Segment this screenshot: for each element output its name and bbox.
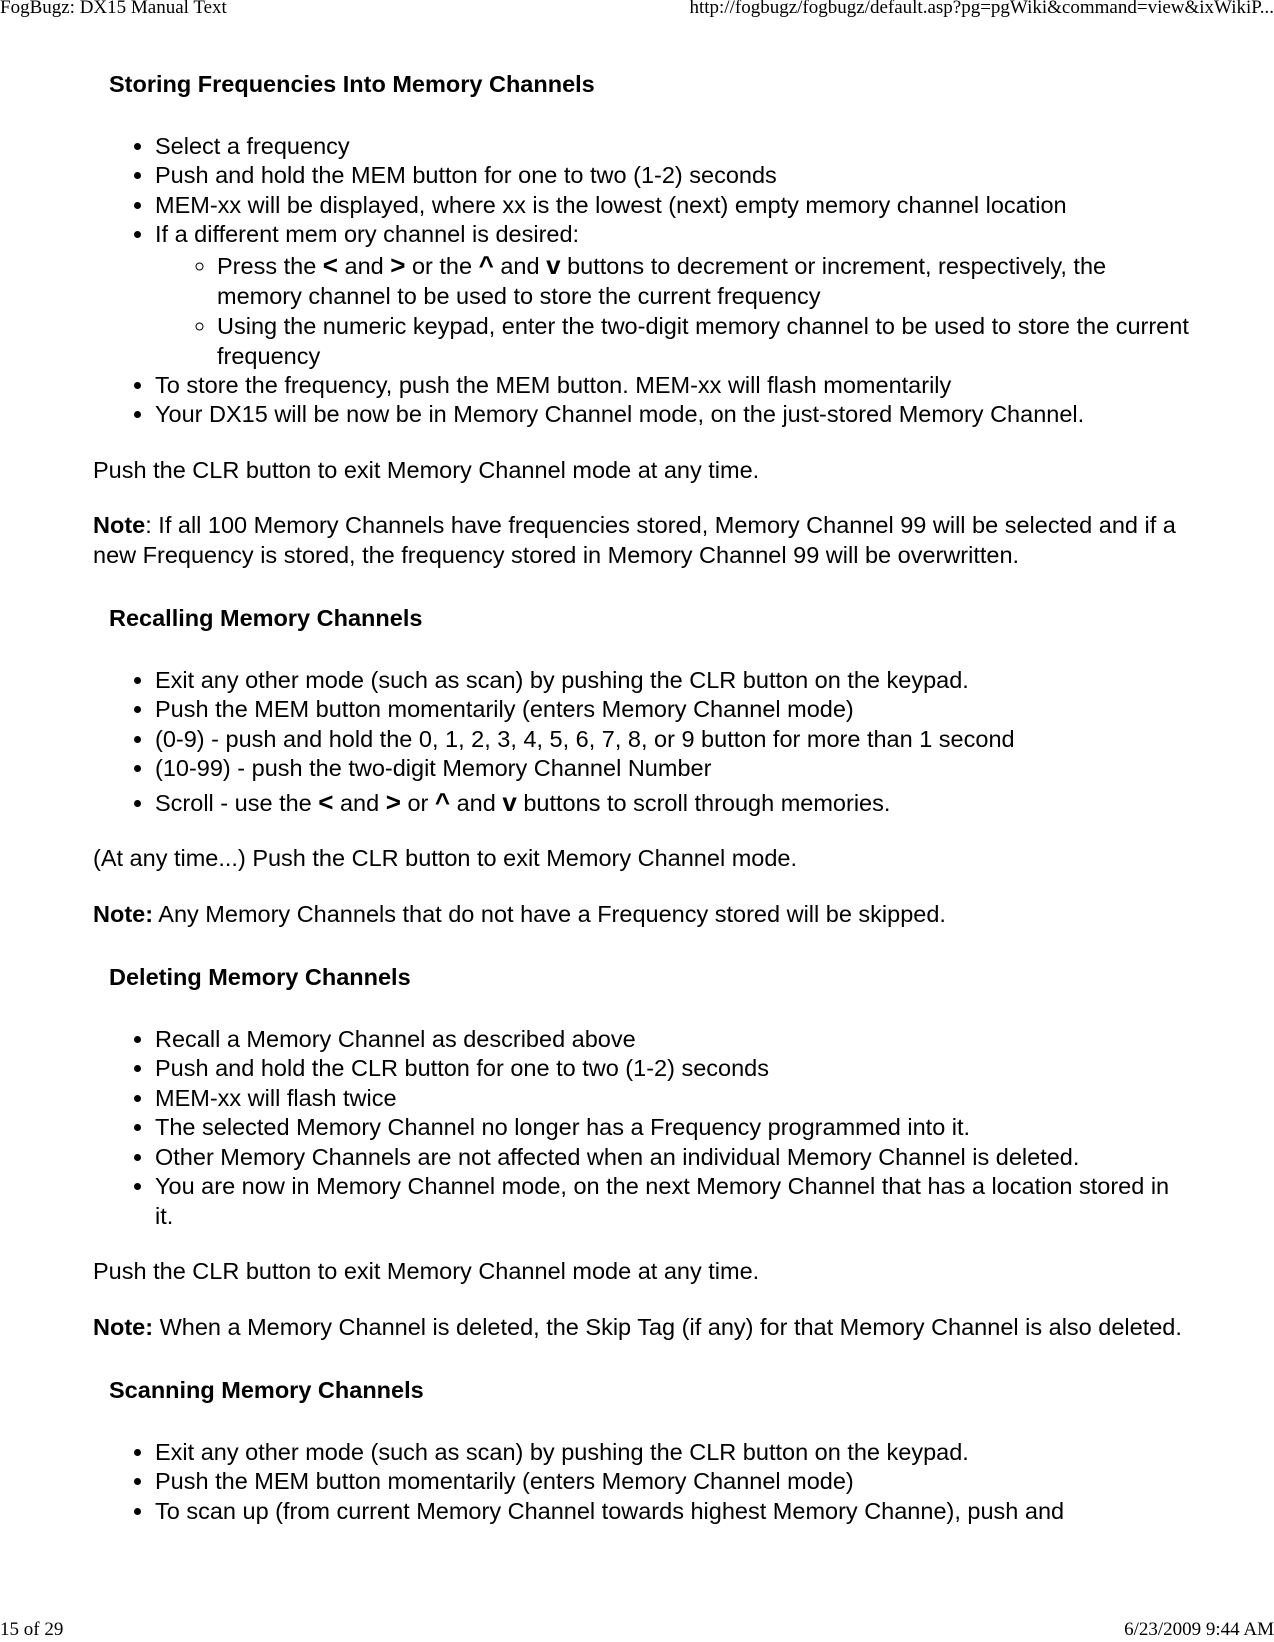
bullet-list: [93, 132, 1193, 430]
list-item: • You are now in Memory Channel mode, on the next Memory Channel that has a location stored in it.: [155, 1172, 1193, 1231]
list-item: • (0-9) - push and hold the 0, 1, 2, 3, 4, 5, 6, 7, 8, or 9 button for more than 1 second: [155, 725, 1193, 755]
list-item: • Exit any other mode (such as scan) by pushing the CLR button on the keypad.: [155, 1438, 1193, 1468]
section-storing: [93, 70, 1193, 570]
list-item: • Your DX15 will be now be in Memory Channel mode, on the just-stored Memory Channel.: [155, 400, 1193, 430]
list-item: • MEM-xx will be displayed, where xx is the lowest (next) empty memory channel location: [155, 191, 1193, 221]
list-item: • Recall a Memory Channel as described above: [155, 1025, 1193, 1055]
list-item: [155, 220, 1193, 371]
list-item: • Push and hold the CLR button for one to two (1-2) seconds: [155, 1054, 1193, 1084]
note-text: Any Memory Channels that do not have a Frequency stored will be skipped.: [153, 900, 946, 927]
note-paragraph: [93, 1313, 1193, 1343]
list-item: • To store the frequency, push the MEM button. MEM-xx will flash momentarily: [155, 371, 1193, 401]
list-item: • Other Memory Channels are not affected when an individual Memory Channel is deleted.: [155, 1143, 1193, 1173]
down-arrow-glyph: v: [502, 786, 517, 817]
list-item: • Select a frequency: [155, 132, 1193, 162]
section-heading: Storing Frequencies Into Memory Channels: [109, 71, 595, 97]
bullet-list: [93, 1025, 1193, 1232]
page-url: http://fogbugz/fogbugz/default.asp?pg=pgWiki&command=view&ixWikiP...: [689, 0, 1274, 18]
page-number: 15 of 29: [0, 1619, 64, 1640]
paragraph: (At any time...) Push the CLR button to exit Memory Channel mode.: [93, 845, 798, 871]
print-header: [0, 0, 1274, 20]
note-label: Note: [93, 512, 146, 538]
up-arrow-glyph: ^: [478, 249, 494, 280]
note-text: When a Memory Channel is deleted, the Skip Tag (if any) for that Memory Channel is also deleted.: [153, 1313, 1182, 1340]
list-item: • The selected Memory Channel no longer has a Frequency programmed into it.: [155, 1113, 1193, 1143]
note-text: : If all 100 Memory Channels have frequencies stored, Memory Channel 99 will be selected and if a new Frequency is stored, the frequency stored in Memory Channel 99 will be overwritten.: [93, 512, 1176, 568]
page-title: FogBugz: DX15 Manual Text: [0, 0, 227, 18]
note-paragraph: [93, 511, 1193, 570]
left-arrow-glyph: <: [322, 249, 338, 280]
section-heading: Recalling Memory Channels: [109, 605, 423, 631]
down-arrow-glyph: v: [546, 249, 561, 280]
bullet-list: [93, 1438, 1193, 1527]
document-body: [93, 70, 1193, 1526]
right-arrow-glyph: >: [385, 786, 401, 817]
sub-bullet-list: [155, 250, 1193, 371]
note-paragraph: [93, 900, 1193, 930]
section-recalling: [93, 604, 1193, 929]
print-footer: [0, 1618, 1274, 1642]
note-label: Note:: [93, 1313, 154, 1340]
sub-list-item: ◦ Press the < and > or the ^ and v buttons to decrement or increment, respectively, the memory channel to be used to store the current frequency: [217, 250, 1193, 311]
print-datetime: 6/23/2009 9:44 AM: [1124, 1619, 1274, 1640]
section-deleting: [93, 963, 1193, 1342]
list-item: • Push the MEM button momentarily (enters Memory Channel mode): [155, 1467, 1193, 1497]
list-item: • Push the MEM button momentarily (enters Memory Channel mode): [155, 695, 1193, 725]
section-heading: Deleting Memory Channels: [109, 964, 411, 990]
section-scanning: [93, 1376, 1193, 1526]
list-item: • To scan up (from current Memory Channel towards highest Memory Channe), push and: [155, 1497, 1193, 1527]
section-heading: Scanning Memory Channels: [109, 1377, 424, 1403]
list-item: • Exit any other mode (such as scan) by pushing the CLR button on the keypad.: [155, 666, 1193, 696]
right-arrow-glyph: >: [390, 249, 406, 280]
list-item: • MEM-xx will flash twice: [155, 1084, 1193, 1114]
list-item: • Scroll - use the < and > or ^ and v buttons to scroll through memories.: [155, 788, 1193, 819]
note-label: Note:: [93, 900, 154, 927]
paragraph: Push the CLR button to exit Memory Channel mode at any time.: [93, 456, 760, 483]
paragraph: Push the CLR button to exit Memory Channel mode at any time.: [93, 1258, 760, 1284]
bullet-list: [93, 666, 1193, 819]
up-arrow-glyph: ^: [434, 786, 451, 817]
list-item-text: If a different mem ory channel is desired:: [155, 221, 580, 247]
list-item: • (10-99) - push the two-digit Memory Channel Number: [155, 754, 1193, 784]
sub-list-item: ◦ Using the numeric keypad, enter the two-digit memory channel to be used to store the current frequency: [217, 311, 1193, 371]
list-item: • Push and hold the MEM button for one to two (1-2) seconds: [155, 161, 1193, 191]
left-arrow-glyph: <: [318, 786, 334, 817]
